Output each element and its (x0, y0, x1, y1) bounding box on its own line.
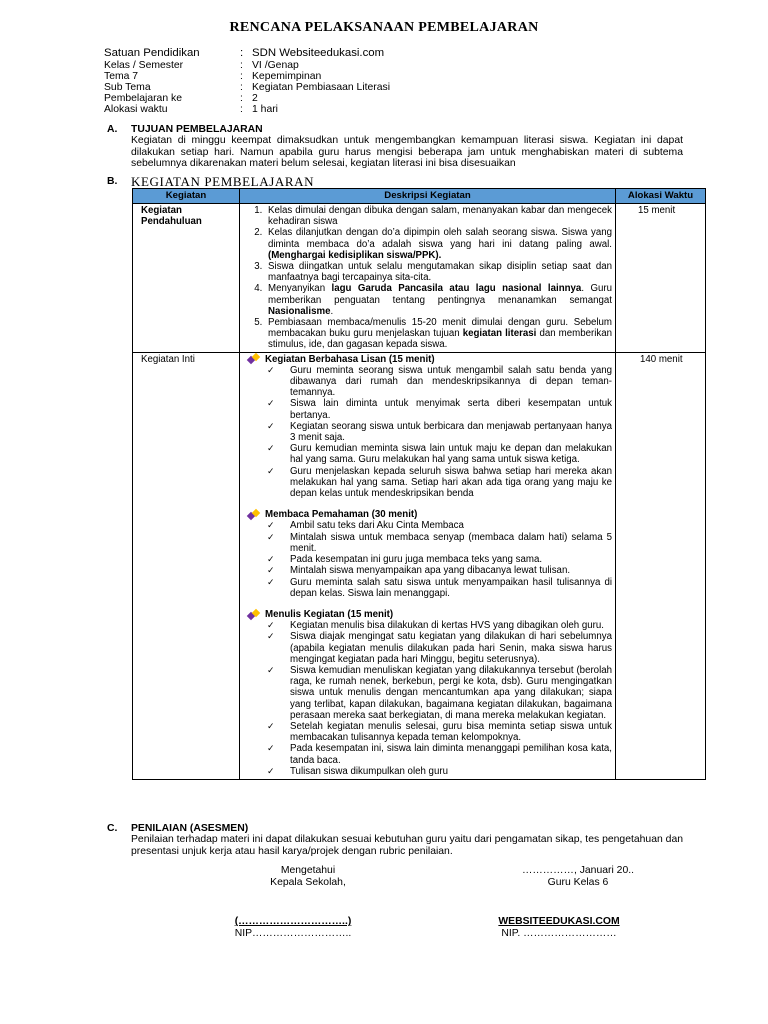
list-item: ✓ Siswa diajak mengingat satu kegiatan yang dilakukan di hari sebelumnya (apabila kegiatan menulis dilakukan pada hari Senin, maka siswa harus mengingat kegiatan pada hari Minggu, begitu seterusnya). (267, 631, 612, 665)
step-list (243, 205, 612, 351)
list-item: 5. Pembiasaan membaca/menulis 15-20 menit dimulai dengan guru. Sebelum membacakan buku guru menjelaskan tujuan kegiatan literasi dan memberikan stimulus, ide, dan gagasan kepada siswa. (265, 317, 612, 351)
check-icon: ✓ (267, 520, 275, 531)
diamond-bullet-icon (248, 354, 259, 364)
identity-block (104, 47, 390, 115)
sub-activity-title: Menulis Kegiatan (15 menit) (265, 608, 394, 620)
signature-nip: NIP. ……………………… (501, 928, 617, 939)
identity-row (104, 71, 390, 82)
identity-value: 1 hari (252, 104, 278, 115)
signature-name: WEBSITEEDUKASI.COM (498, 916, 620, 927)
identity-separator: : (240, 93, 243, 104)
column-header: Deskripsi Kegiatan (240, 189, 616, 204)
sub-activity (243, 509, 612, 599)
signature-role: Kepala Sekolah, (270, 877, 346, 888)
signature-name: (…………………………..) (234, 916, 352, 927)
checklist (243, 365, 612, 499)
check-icon: ✓ (267, 465, 275, 476)
check-icon: ✓ (267, 720, 275, 731)
list-item: 2. Kelas dilanjutkan dengan do’a dipimpin oleh salah seorang siswa. Siswa yang diminta membaca do’a adalah siswa yang hari ini datang paling awal. (Menghargai kedisiplikan siswa/PPK). (265, 227, 612, 261)
checklist (243, 520, 612, 598)
activity-name: Kegiatan Pendahuluan (141, 205, 202, 228)
list-item: ✓ Guru meminta salah satu siswa untuk menyampaikan hasil tulisannya di depan kelas. Siswa lain menanggapi. (267, 576, 612, 599)
activity-time: 140 menit (616, 352, 706, 779)
list-item: ✓ Mintalah siswa menyampaikan apa yang dibacanya lewat tulisan. (267, 565, 571, 577)
column-header: Kegiatan (133, 189, 240, 204)
activity-description (240, 204, 616, 353)
signature-right (488, 865, 668, 889)
list-item: ✓ Siswa lain diminta untuk menyimak serta diberi kesempatan untuk bertanya. (267, 398, 612, 421)
section-text: Kegiatan di minggu keempat dimaksudkan untuk mengembangkan kemampuan literasi siswa. Kegiatan ini dapat dilakukan setiap hari. Namun apabila guru harus mengisi beberapa jam untuk menghabiskan materi di subtema sebelumnya dikarenakan materi belum selesai, kegiatan literasi ini bisa disesuaikan (131, 135, 683, 170)
signature-role: Guru Kelas 6 (547, 877, 609, 888)
list-item: ✓ Setelah kegiatan menulis selesai, guru bisa meminta setiap siswa untuk membacakan tulisannya kepada teman kelompoknya. (267, 720, 612, 744)
identity-value: VI /Genap (252, 60, 299, 71)
list-item: ✓ Guru menjelaskan kepada seluruh siswa bahwa setiap hari mereka akan melakukan hal yang sama. Setiap hari akan ada tiga orang yang maju ke depan kelas untuk mendeskripsikan benda (267, 465, 612, 500)
signature-left-name (218, 916, 368, 940)
signature-nip: NIP……………………….. (234, 928, 352, 939)
check-icon: ✓ (267, 743, 275, 754)
check-icon: ✓ (267, 443, 275, 454)
check-icon: ✓ (267, 420, 275, 431)
check-icon: ✓ (267, 554, 275, 565)
identity-label: Kelas / Semester (104, 60, 184, 71)
list-item: ✓ Pada kesempatan ini guru juga membaca teks yang sama. (267, 554, 543, 566)
activity-name: Kegiatan Inti (141, 353, 195, 365)
signature-caption: Mengetahui (280, 865, 336, 876)
section-heading: KEGIATAN PEMBELAJARAN (131, 174, 315, 189)
section-text: Penilaian terhadap materi ini dapat dilakukan sesuai kebutuhan guru yaitu dari pengamatan sikap, tes pengetahuan dan presentasi unjuk kerja atau hasil karya/projek dengan rubric penilaian. (131, 834, 683, 857)
table-row-pendahuluan (133, 204, 706, 353)
identity-row (104, 104, 390, 115)
identity-label: Satuan Pendidikan (104, 47, 200, 59)
document-title: RENCANA PELAKSANAAN PEMBELAJARAN (229, 20, 539, 35)
identity-value: SDN Websiteedukasi.com (252, 47, 385, 59)
identity-label: Pembelajaran ke (104, 93, 182, 104)
diamond-bullet-icon (248, 610, 259, 620)
list-item: ✓ Siswa kemudian menuliskan kegiatan yang dilakukannya tersebut (berolah raga, ke rumah nenek, berkebun, pergi ke kota, dsb). Guru mengingatkan siswa untuk menulis dengan mencantumkan apa yang dilakukan; siapa yang terlibat, kapan dilakukan, bagaimana kegiatan dilakukan, bagaimana perasaan mereka saat berkegiatan, di mana mereka melakukan kegiatan. (267, 664, 612, 721)
identity-separator: : (240, 47, 244, 59)
list-item: 3. Siswa diingatkan untuk selalu mengutamakan sikap disiplin setiap saat dan manfaatnya bagi tercapainya sita-cita. (265, 261, 612, 283)
list-item: 4. Menyanyikan lagu Garuda Pancasila atau lagu nasional lainnya. Guru memberikan penguatan tentang pentingnya menanamkan semangat Nasionalisme. (265, 283, 612, 317)
identity-label: Tema 7 (104, 71, 139, 82)
identity-separator: : (240, 60, 243, 71)
list-item: ✓ Ambil satu teks dari Aku Cinta Membaca (267, 520, 464, 532)
check-icon: ✓ (267, 765, 275, 776)
identity-row (104, 93, 390, 104)
activity-description (240, 352, 616, 779)
identity-separator: : (240, 71, 243, 82)
list-item: ✓ Tulisan siswa dikumpulkan oleh guru (267, 765, 448, 777)
sub-activity (243, 609, 612, 777)
check-icon: ✓ (267, 576, 275, 587)
signature-right-name (484, 916, 634, 940)
sub-activity-title: Kegiatan Berbahasa Lisan (15 menit) (265, 353, 435, 365)
section-heading: TUJUAN PEMBELAJARAN (131, 124, 263, 135)
table-header-row (133, 189, 706, 204)
column-header: Alokasi Waktu (616, 189, 706, 204)
identity-separator: : (240, 82, 243, 93)
check-icon: ✓ (267, 565, 275, 576)
check-icon: ✓ (267, 398, 275, 409)
identity-row (104, 82, 390, 93)
check-icon: ✓ (267, 631, 275, 642)
check-icon: ✓ (267, 664, 275, 675)
identity-label: Sub Tema (104, 82, 151, 93)
signature-left (238, 865, 378, 889)
list-item: ✓ Guru kemudian meminta siswa lain untuk maju ke depan dan melakukan hal yang sama. Guru melakukan hal yang sama untuk siswa ketiga. (267, 443, 612, 466)
activity-table (132, 188, 706, 780)
table-row-inti (133, 352, 706, 779)
section-letter: B. (107, 176, 118, 187)
sub-activity-title: Membaca Pemahaman (30 menit) (265, 509, 418, 521)
list-item: ✓ Kegiatan menulis bisa dilakukan di kertas HVS yang dibagikan oleh guru. (267, 620, 604, 632)
identity-row (104, 60, 390, 71)
section-letter: C. (107, 823, 118, 834)
identity-row (104, 47, 390, 60)
identity-value: 2 (252, 93, 258, 104)
identity-label: Alokasi waktu (104, 104, 168, 115)
check-icon: ✓ (267, 364, 275, 375)
check-icon: ✓ (267, 620, 275, 631)
section-heading: PENILAIAN (ASESMEN) (131, 823, 249, 834)
identity-value: Kepemimpinan (252, 71, 322, 82)
diamond-bullet-icon (248, 510, 259, 520)
identity-separator: : (240, 104, 243, 115)
list-item: ✓ Guru meminta seorang siswa untuk mengambil salah satu benda yang dibawanya dari rumah dan mendeskripsikannya di depan teman-temannya. (267, 364, 612, 399)
list-item: ✓ Kegiatan seorang siswa untuk berbicara dan menjawab pertanyaan hanya 3 menit saja. (267, 420, 612, 444)
section-letter: A. (107, 124, 118, 135)
list-item: 1. Kelas dimulai dengan dibuka dengan salam, menanyakan kabar dan mengecek kehadiran siswa (265, 205, 612, 227)
identity-value: Kegiatan Pembiasaan Literasi (252, 82, 391, 93)
checklist (243, 620, 612, 777)
sub-activity (243, 354, 612, 500)
activity-time: 15 menit (616, 204, 706, 353)
check-icon: ✓ (267, 531, 275, 542)
signature-date: ……………, Januari 20.. (521, 865, 635, 876)
list-item: ✓ Pada kesempatan ini, siswa lain diminta menanggapi pemilihan kosa kata, tanda baca. (267, 743, 612, 766)
list-item: ✓ Mintalah siswa untuk membaca senyap (membaca dalam hati) selama 5 menit. (267, 531, 612, 554)
